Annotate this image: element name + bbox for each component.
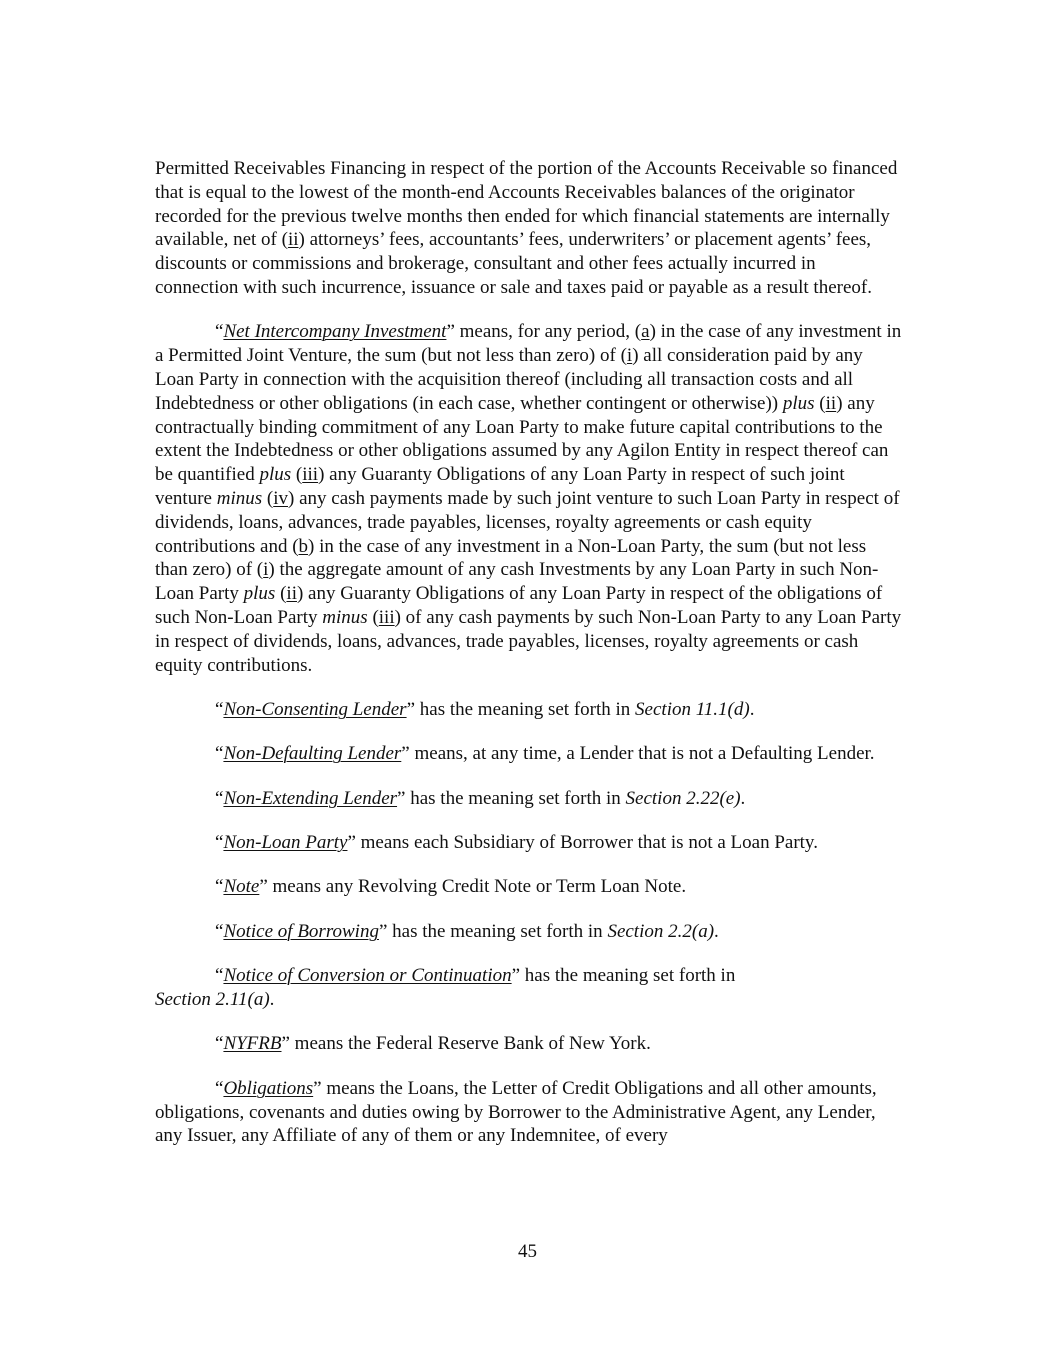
definition-non-loan-party: “Non-Loan Party” means each Subsidiary of Borrower that is not a Loan Party. — [215, 832, 818, 854]
defined-term: Non-Extending Lender — [223, 787, 398, 809]
text-run: ) any contractually binding commitment of any Loan Party to make future capital contributions to the extent the Indebtedness or other obligations assumed by any Agilon Entity in respect thereof can be quantified — [155, 392, 889, 486]
definition-non-consenting-lender: “Non-Consenting Lender” has the meaning set forth in Section 11.1(d). — [215, 698, 755, 720]
section-reference: Section 2.22(e) — [625, 787, 741, 809]
page-number: 45 — [518, 1241, 537, 1262]
text-run: ) attorneys’ fees, accountants’ fees, underwriters’ or placement agents’ fees, discounts or commissions and brokerage, consultant and other fees actually incurred in connection with such incurrence, issuance or sale and taxes paid or payable as a result thereof. — [155, 229, 872, 298]
definition-nyfrb: “NYFRB” means the Federal Reserve Bank of New York. — [215, 1033, 651, 1055]
defined-term: Obligations — [223, 1077, 314, 1099]
definition-non-extending-lender: “Non-Extending Lender” has the meaning set forth in Section 2.22(e). — [215, 787, 746, 809]
text-run: ( — [291, 464, 303, 486]
defined-term: NYFRB — [223, 1033, 282, 1055]
defined-term: Notice of Conversion or Continuation — [223, 965, 512, 987]
text-run: ) any Guaranty Obligations of any Loan Party in respect of such joint venture — [155, 464, 845, 509]
enumerator: i — [626, 345, 633, 367]
text-run: ) all consideration paid by any Loan Party in connection with the acquisition thereof (including all transaction costs and all Indebtedness or other obligations (in each case, whether contingent or otherwise)) — [155, 345, 863, 414]
paragraph-continued — [155, 157, 903, 300]
italic-operator: plus — [243, 583, 276, 605]
italic-operator: minus — [322, 606, 368, 628]
document-body — [155, 157, 903, 1169]
enumerator: ii — [286, 583, 297, 605]
section-reference: Section 11.1(d) — [635, 698, 750, 720]
definition-obligations: “Obligations” means the Loans, the Letter of Credit Obligations and all other amounts, obligations, covenants and duties owing by Borrower to the Administrative Agent, any Lender, any Issuer, any Affiliate of any of them or any Indemnitee, of every — [155, 1077, 877, 1147]
defined-term: Non-Defaulting Lender — [223, 743, 402, 765]
enumerator: ii — [825, 392, 837, 414]
defined-term: Non-Loan Party — [223, 832, 348, 854]
text-run: ” means each Subsidiary of Borrower that is not a Loan Party. — [347, 832, 818, 854]
definition-note: “Note” means any Revolving Credit Note or Term Loan Note. — [215, 876, 687, 898]
text-run: ( — [275, 583, 287, 605]
text-run: ( — [262, 487, 274, 509]
definition-notice-of-borrowing: “Notice of Borrowing” has the meaning set forth in Section 2.2(a). — [215, 920, 719, 942]
definition-notice-of-conversion: “Notice of Conversion or Continuation” has the meaning set forth in Section 2.11(a). — [155, 965, 736, 1011]
text-run: ” has the meaning set forth in — [511, 965, 736, 987]
text-run: ” has the meaning set forth in — [406, 698, 636, 720]
enumerator: iii — [378, 606, 395, 628]
italic-operator: minus — [216, 487, 263, 509]
text-run: ( — [814, 392, 826, 414]
text-run: ) in the case of any investment in a Permitted Joint Venture, the sum (but not less than zero) of ( — [155, 321, 902, 367]
defined-term: Notice of Borrowing — [223, 920, 379, 942]
italic-operator: plus — [259, 464, 292, 486]
text-run: ” means the Federal Reserve Bank of New York. — [281, 1033, 651, 1055]
text-run: ” means the Loans, the Letter of Credit Obligations and all other amounts, obligations, covenants and duties owing by Borrower to the Administrative Agent, any Lender, any Issuer, any Affiliate of any of them or any Indemnitee, of every — [155, 1077, 877, 1147]
text-run: ) in the case of any investment in a Non-Loan Party, the sum (but not less than zero) of ( — [155, 535, 867, 581]
enumerator: b — [298, 535, 309, 557]
enumerator: i — [263, 559, 269, 581]
text-run: ( — [367, 606, 379, 628]
italic-operator: plus — [782, 392, 815, 414]
text-run: Permitted Receivables Financing in respect of the portion of the Accounts Receivable so financed that is equal to the lowest of the month-end Accounts Receivables balances of the originator recorded for the previous twelve months then ended for which financial statements are internally available, net of ( — [155, 158, 898, 251]
enumerator: iv — [273, 487, 288, 509]
text-run: ) any Guaranty Obligations of any Loan Party in respect of the obligations of such Non-Loan Party — [155, 583, 883, 628]
definition-non-defaulting-lender: “Non-Defaulting Lender” means, at any time, a Lender that is not a Defaulting Lender. — [215, 743, 875, 765]
text-run: ” means any Revolving Credit Note or Term Loan Note. — [259, 876, 687, 898]
text-run: ” means, at any time, a Lender that is not a Defaulting Lender. — [401, 743, 875, 765]
definition-net-intercompany-investment: “Net Intercompany Investment” means, for any period, (a) in the case of any investment in a Permitted Joint Venture, the sum (but not less than zero) of (i) all consideration paid by any Loan Party in connection with the acquisition thereof (including all transaction costs and all Indebtedness or other obligations (in each case, whether contingent or otherwise)) plus (ii) any contractually binding commitment of any Loan Party to make future capital contributions to the extent the Indebtedness or other obligations assumed by any Agilon Entity in respect thereof can be quantified plus (iii) any Guaranty Obligations of any Loan Party in respect of such joint venture minus (iv) any cash payments made by such joint venture to such Loan Party in respect of dividends, loans, advances, trade payables, licenses, royalty agreements or cash equity contributions and (b) in the case of any investment in a Non-Loan Party, the sum (but not less than zero) of (i) the aggregate amount of any cash Investments by any Loan Party in such Non-Loan Party plus (ii) any Guaranty Obligations of any Loan Party in respect of the obligations of such Non-Loan Party minus (iii) of any cash payments by such Non-Loan Party to any Loan Party in respect of dividends, loans, advances, trade payables, licenses, royalty agreements or cash equity contributions. — [155, 321, 902, 676]
defined-term: Non-Consenting Lender — [223, 698, 407, 720]
text-run: ” has the meaning set forth in — [397, 787, 626, 809]
text-run: ) any cash payments made by such joint venture to such Loan Party in respect of dividends, loans, advances, trade payables, licenses, royalty agreements or cash equity contributions and ( — [155, 487, 900, 557]
defined-term: Note — [223, 876, 260, 898]
text-run: ” means, for any period, ( — [446, 321, 642, 343]
section-reference: Section 2.2(a) — [607, 920, 715, 942]
text-run: ) the aggregate amount of any cash Investments by any Loan Party in such Non-Loan Party — [155, 559, 879, 605]
enumerator: ii — [287, 229, 299, 251]
enumerator: iii — [302, 464, 319, 486]
text-run: ) of any cash payments by such Non-Loan Party to any Loan Party in respect of dividends, loans, advances, trade payables, licenses, royalty agreements or cash equity contributions. — [155, 606, 902, 676]
enumerator: a — [641, 321, 650, 343]
defined-term: Net Intercompany Investment — [223, 321, 447, 343]
section-reference: Section 2.11(a) — [155, 989, 270, 1011]
text-run: ” has the meaning set forth in — [378, 920, 608, 942]
